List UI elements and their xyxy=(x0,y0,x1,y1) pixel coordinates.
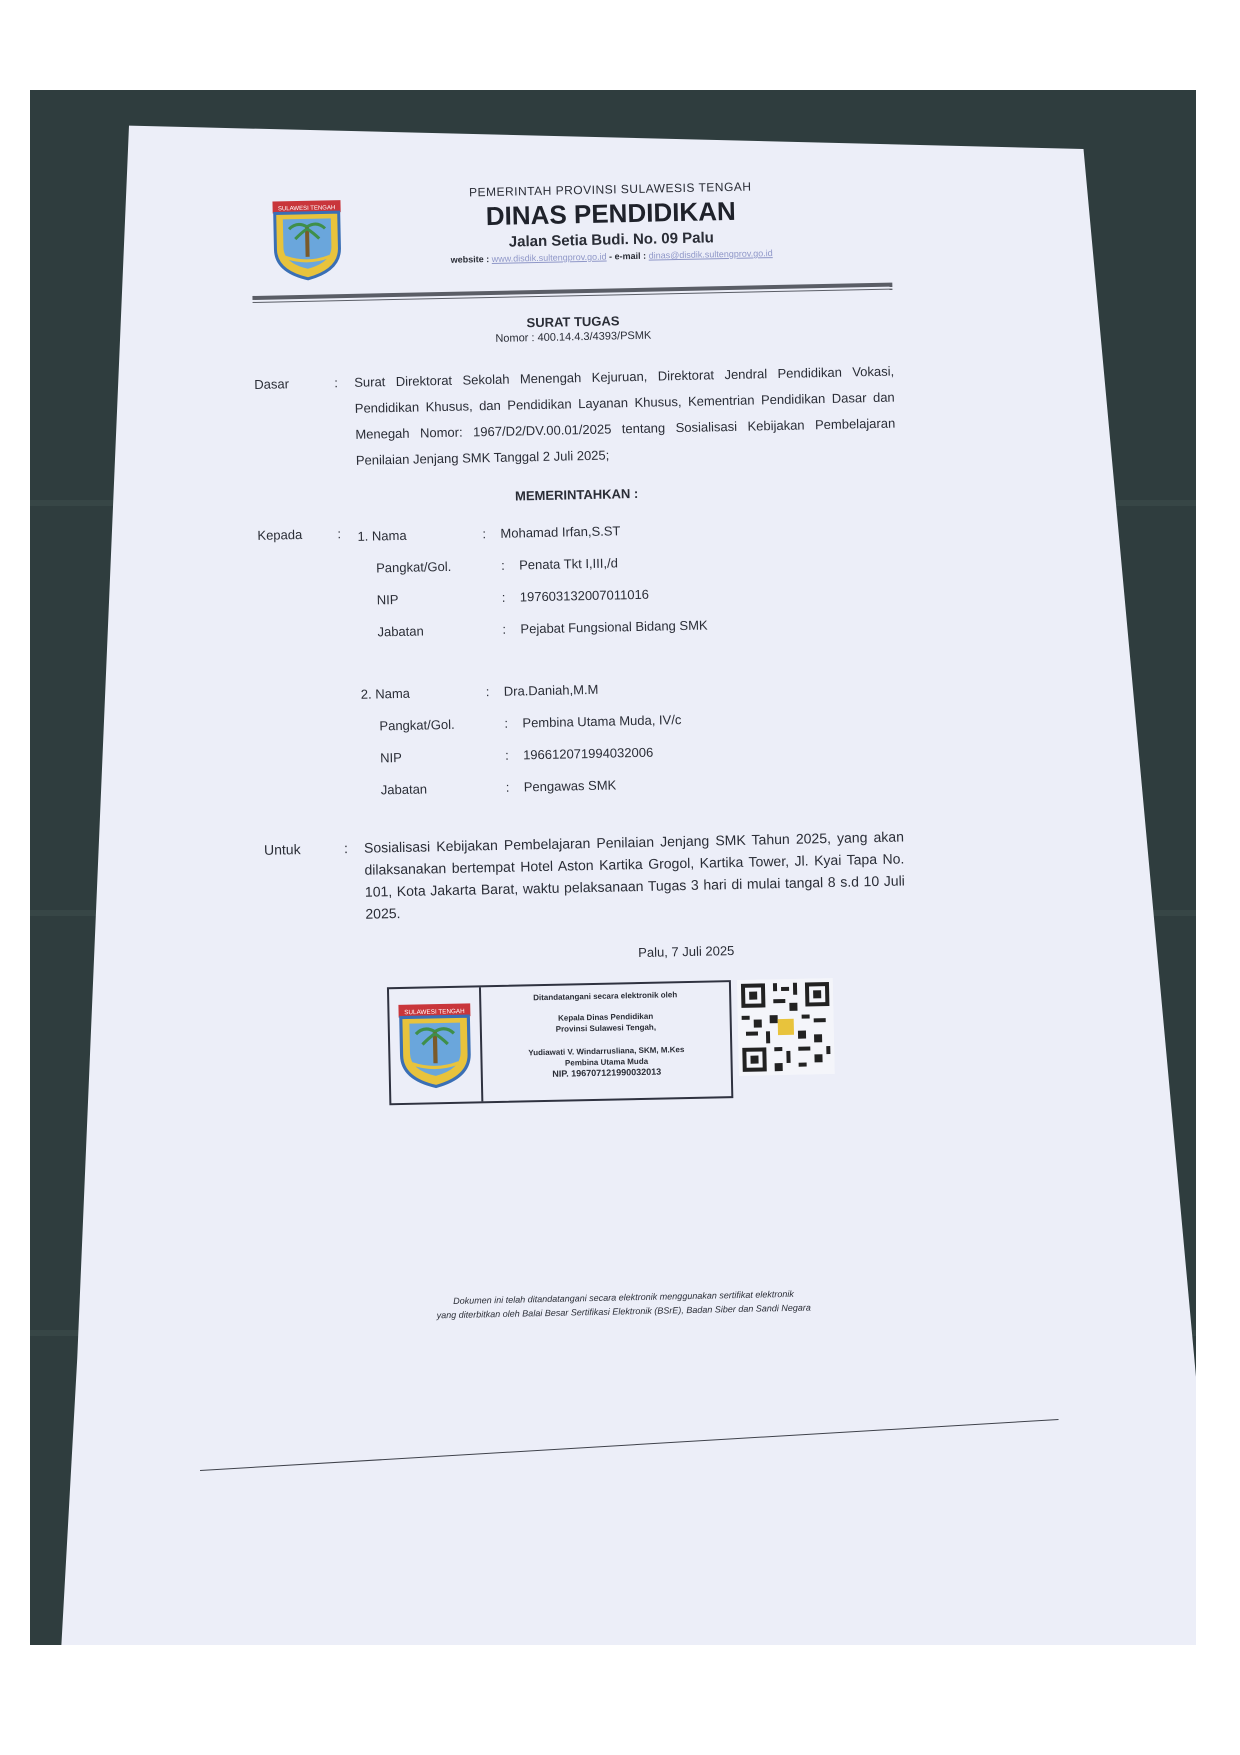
field-row: 1. Nama : Mohamad Irfan,S.ST xyxy=(357,510,898,553)
kepada-list xyxy=(357,510,903,837)
office-address: Jalan Setia Budi. No. 09 Palu xyxy=(508,229,715,251)
signature-frame xyxy=(387,980,733,1105)
position-value: Pejabat Fungsional Bidang SMK xyxy=(520,617,708,637)
svg-text:SULAWESI TENGAH: SULAWESI TENGAH xyxy=(404,1008,465,1017)
name-label: 1. Nama xyxy=(357,527,407,544)
position-value: Pengawas SMK xyxy=(523,777,617,795)
field-row: Jabatan : Pejabat Fungsional Bidang SMK xyxy=(359,606,900,649)
rank-label: Pangkat/Gol. xyxy=(375,558,452,576)
document-number: Nomor : 400.14.4.3/4393/PSMK xyxy=(495,329,652,345)
letter-document xyxy=(250,167,914,1326)
website-label: website : xyxy=(450,254,490,265)
assignee-1 xyxy=(357,510,900,649)
field-row: Pangkat/Gol. : Pembina Utama Muda, IV/c xyxy=(361,699,902,742)
svg-text:SULAWESI TENGAH: SULAWESI TENGAH xyxy=(277,205,336,213)
department-name: DINAS PENDIDIKAN xyxy=(485,195,737,232)
signature-text xyxy=(481,982,731,1101)
signer-position-1: Kepala Dinas Pendidikan xyxy=(557,1011,654,1023)
position-label: Jabatan xyxy=(380,781,428,798)
province-crest-icon xyxy=(270,198,344,281)
website-link[interactable]: www.disdik.sultengprov.go.id xyxy=(491,251,607,264)
signer-rank: Pembina Utama Muda xyxy=(564,1056,649,1068)
rank-label: Pangkat/Gol. xyxy=(379,716,455,734)
rank-value: Penata Tkt I,III,/d xyxy=(518,555,619,573)
nip-label: NIP xyxy=(379,749,402,766)
dasar-section xyxy=(254,359,896,476)
field-row: NIP : 196612071994032006 xyxy=(362,731,903,774)
name-value: Dra.Daniah,M.M xyxy=(503,681,599,699)
field-row: 2. Nama : Dra.Daniah,M.M xyxy=(360,667,901,710)
government-name: PEMERINTAH PROVINSI SULAWESIS TENGAH xyxy=(468,179,752,200)
signer-position-2: Provinsi Sulawesi Tengah, xyxy=(555,1022,657,1034)
untuk-colon: : xyxy=(343,840,349,857)
position-label: Jabatan xyxy=(377,623,424,640)
signature-crest-cell xyxy=(389,987,483,1103)
qr-code-icon[interactable] xyxy=(737,978,835,1076)
footnote-line-1: Dokumen ini telah ditandatangani secara elektronik menggunakan sertifikat elektronik xyxy=(453,1288,794,1306)
contact-separator: - xyxy=(608,251,613,262)
footnote-line-2: yang diterbitkan oleh Balai Besar Sertifikasi Elektronik (BSrE), Badan Siber dan Sandi Negara xyxy=(436,1302,811,1321)
field-row: Jabatan : Pengawas SMK xyxy=(362,763,903,806)
kepada-label: Kepada xyxy=(257,526,303,543)
dasar-colon: : xyxy=(334,375,339,391)
nip-value: 197603132007011016 xyxy=(519,586,650,605)
untuk-label: Untuk xyxy=(263,841,301,858)
dasar-text: Surat Direktorat Sekolah Menengah Kejuruan, Direktorat Jendral Pendidikan Vokasi, Pendidikan Khusus, dan Pendidikan Layanan Khusus, Kementrian Pendidikan Dasar dan Menegah Nomor: 1967/D2/DV.00.01/2025 tentang Sosialisasi Kebijakan Pembelajaran Penilaian Jenjang SMK Tanggal 2 Juli 2025; xyxy=(354,363,896,468)
email-label: e-mail : xyxy=(614,250,647,262)
electronic-signature-block xyxy=(387,976,909,1105)
place-date: Palu, 7 Juli 2025 xyxy=(638,943,735,961)
province-crest-icon xyxy=(396,997,474,1095)
nip-label: NIP xyxy=(376,591,399,608)
assignee-2 xyxy=(360,667,903,806)
untuk-section xyxy=(264,825,906,926)
rank-value: Pembina Utama Muda, IV/c xyxy=(522,712,682,731)
field-row: Pangkat/Gol. : Penata Tkt I,III,/d xyxy=(358,542,899,585)
kepada-colon: : xyxy=(337,526,342,542)
command-heading: MEMERINTAHKAN : xyxy=(514,485,639,504)
nip-value: 196612071994032006 xyxy=(522,744,654,763)
document-title: SURAT TUGAS xyxy=(526,313,620,331)
letterhead xyxy=(250,167,892,290)
dasar-label: Dasar xyxy=(254,376,290,392)
signer-name: Yudiawati V. Windarrusliana, SKM, M.Kes xyxy=(528,1045,685,1058)
field-row: NIP : 197603132007011016 xyxy=(359,574,900,617)
email-link[interactable]: dinas@disdik.sultengprov.go.id xyxy=(648,248,773,261)
letterhead-text xyxy=(350,177,872,267)
signer-nip: NIP. 196707121990032013 xyxy=(552,1066,662,1079)
name-label: 2. Nama xyxy=(360,685,411,702)
kepada-section xyxy=(257,510,903,839)
untuk-text: Sosialisasi Kebijakan Pembelajaran Penilaian Jenjang SMK Tahun 2025, yang akan dilaksanakan bertempat Hotel Aston Kartika Grogol, Kartika Tower, Jl. Kyai Tapa No. 101, Kota Jakarta Barat, waktu pelaksanaan Tugas 3 hari di mulai tangal 8 s.d 10 Juli 2025. xyxy=(363,828,905,922)
name-value: Mohamad Irfan,S.ST xyxy=(500,523,621,541)
signed-note: Ditandatangani secara elektronik oleh xyxy=(533,990,678,1003)
